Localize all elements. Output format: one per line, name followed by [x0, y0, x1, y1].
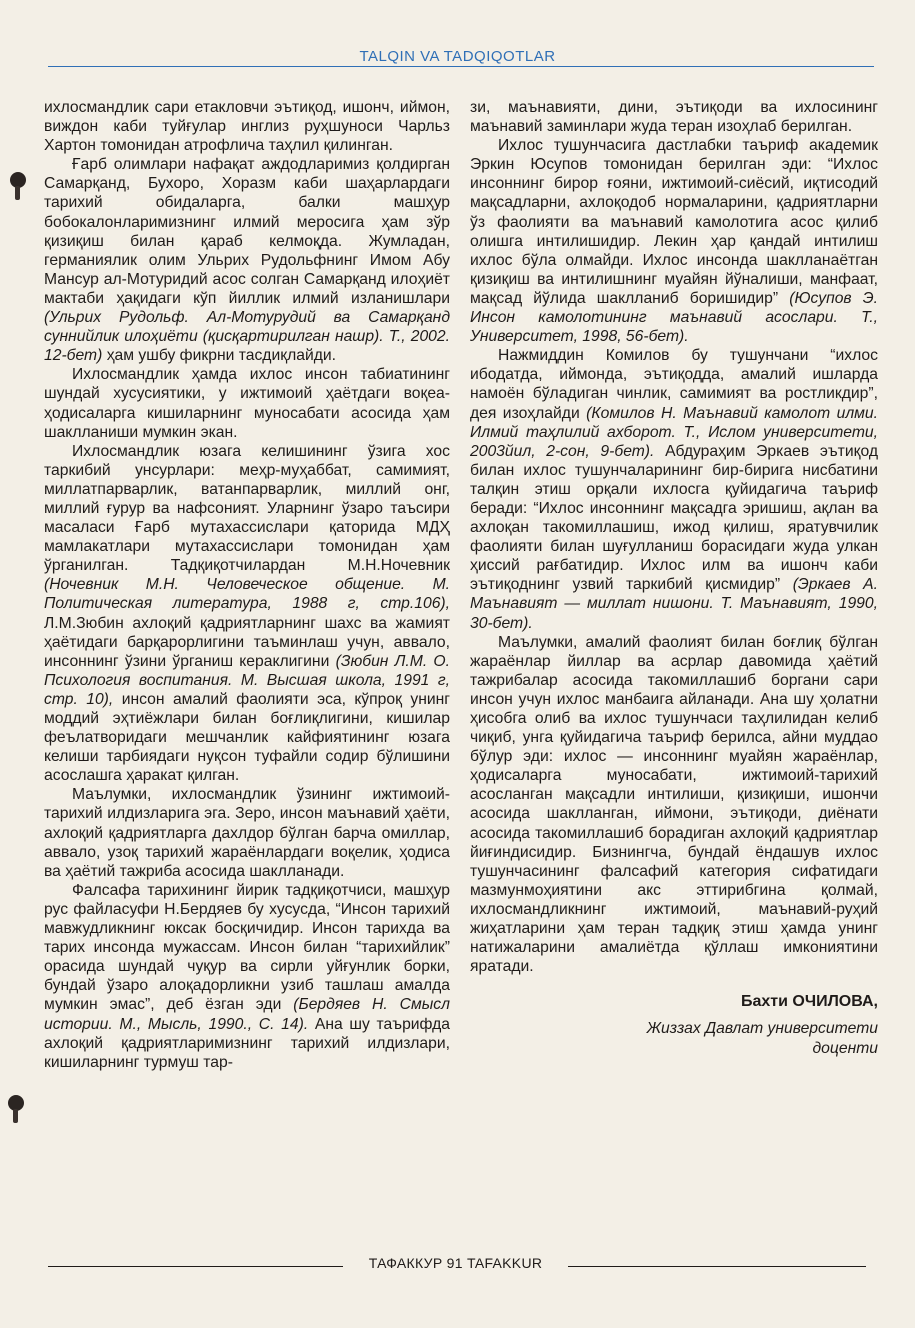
paragraph-text: Л.М.Зюбин ахлоқий қадриятларнинг шахс ва жамият ҳаётидаги барқарорлигини таъминлаш учун, аввало, инсоннинг ўзини ўрганиш кераклигини	[44, 614, 450, 670]
paragraph-text: инсон амалий фаолияти эса, кўпроқ унинг моддий эҳтиёжлари билан боғлиқлигини, кишилар феълатворидаги мешчанлик кайфиятининг юзага келиши тарбиядаги нуқсон туфайли содир бўлишини асослашга ҳаракат қилган.	[44, 690, 451, 785]
header-rule	[48, 66, 874, 67]
paragraph: Маълумки, амалий фаолият билан боғлиқ бўлган жараёнлар йиллар ва асрлар давомида ҳаётий тажрибалар асосида такомиллашиб боргани сари инсон учун ихлос манбаига айланади. Ана шу ҳолатни ҳисобга олиб ва ихлос тушунчаси таҳлилидан келиб чиқиб, унга қуйидагича таъриф берилса, айни муддао бўлур эди: ихлос — инсоннинг муайян жараёнлар, ҳодисаларга муносабати, ижтимоий-тарихий асосланган мақсадли интилиши, қизиқиши, ишончи асосида шаклланган, иймони, эътиқоди, диёнати асосида такомиллашиб борадиган ахлоқий қадриятлар йиғиндисидир. Бизнингча, бундай ёндашув ихлос тушунчасининг фалсафий категория сифатидаги мазмунмоҳиятини акс эттирибгина қолмай, ихлосмандликнинг ижтимоий, маънавий-руҳий жиҳатларини ҳам теран тадқиқ этиш ҳамда унинг натижаларини амалиётда қўллаш имкониятини яратади.	[470, 633, 878, 976]
footer-rule	[48, 1266, 343, 1267]
author-first-name: Бахти	[740, 993, 788, 1011]
punch-hole-icon	[8, 1095, 24, 1111]
author-affiliation	[470, 1019, 878, 1059]
paragraph: ихлосмандлик сари етакловчи эътиқод, ишонч, иймон, виждон каби туйғулар инглиз руҳшуноси Чарльз Хартон томонидан атрофлича таҳлил қилинган.	[44, 99, 450, 155]
punch-hole-icon	[10, 172, 26, 188]
citation: (Ночевник М.Н. Человеческое общение. М. Политическая литература, 1988 г, стр.106),	[44, 576, 450, 613]
citation: (Комилов Н. Маънавий камолот илми. Илмий таҳлилий ахборот. Т., Ислом университети, 2003йил, 2-сон, 9-бет).	[470, 404, 879, 460]
paragraph	[44, 442, 450, 786]
author-signature	[470, 992, 878, 1059]
paragraph: зи, маънавияти, дини, эътиқоди ва ихлосининг маънавий заминлари жуда теран изоҳлаб берилган.	[470, 99, 878, 136]
paragraph-text: Ихлос тушунчасига дастлабки таъриф академик Эркин Юсупов томонидан берилган эди: “Ихлос инсоннинг бирор ғояни, ижтимоий-сиёсий, иқтисодий мақсадларни, ахлоқодоб нормаларини, қадриятларни ўз фаолияти ва маънавий камолотига асос қилиб олишга интилишидир. Лекин ҳар қандай интилиш ихлос бўла олмайди. Ихлос инсонда шаклланаётган қизиқиш ва интилишнинг муайян йўналиши, манфаат, мақсад йўлида шаклланиб боришидир”	[470, 137, 878, 307]
citation: (Бердяев Н. Смысл истории. М., Мысль, 1990., С. 14).	[44, 996, 450, 1033]
citation: (Зюбин Л.М. О. Психология воспитания. М. Высшая школа, 1991 г, стр. 10),	[44, 652, 450, 708]
section-header: TALQIN VA TADQIQOTLAR	[359, 48, 556, 65]
left-column	[44, 98, 450, 1072]
paragraph	[470, 346, 878, 632]
paragraph-text: Фалсафа тарихининг йирик тадқиқотчиси, машҳур рус файласуфи Н.Бердяев бу хусусда, “Инсон тарихий мавжудликнинг юксак босқичидир. Инсон тарихда ва тарих инсонда мужассам. Инсон билан “тарихийлик” орасида шундай чуқур ва сирли уйғунлик борки, бундай ўзаро алоқадорликни узиб ташлаш амалда мумкин эмас”, деб ёзган эди	[44, 881, 450, 1014]
paragraph-text: ҳам ушбу фикрни тасдиқлайди.	[106, 347, 337, 365]
citation: (Эркаев А. Маънавият — миллат нишони. Т. Маънавият, 1990, 30-бет).	[470, 576, 878, 632]
paragraph-text: Ғарб олимлари нафақат аждодларимиз қолдирган Самарқанд, Бухоро, Хоразм каби шаҳарлардаги тарихий обидаларга, балки машҳур бобокалонларимизнинг илмий меросига ҳам зўр қизиқиш билан қараб келмоқда. Жумладан, германиялик олим Ульрих Рудольфнинг Имом Абу Мансур ал-Мотуридий асос солган Самарқанд илоҳиёт мактаби ҳақидаги кўп йиллик илмий изланишлари	[44, 156, 450, 307]
paragraph-text: Нажмиддин Комилов бу тушунчани “ихлос ибодатда, иймонда, эътиқодда, амалий ишларда намоён бўладиган чинлик, самимият ва ростликдир”, дея изоҳлайди	[470, 347, 878, 422]
author-last-name: ОЧИЛОВА	[792, 993, 874, 1011]
paragraph: Ихлосмандлик ҳамда ихлос инсон табиатининг шундай хусусиятики, у ижтимоий ҳаётдаги воқеа-ҳодисаларга кишиларнинг муносабати асосида ҳам шаклланиши мумкин экан.	[44, 366, 450, 441]
page-footer	[0, 1255, 915, 1275]
author-name: Бахти ОЧИЛОВА,	[740, 993, 878, 1011]
paragraph-text: Ихлосмандлик юзага келишининг ўзига хос таркибий унсурлари: меҳр-муҳаббат, самимият, миллатпарварлик, ватанпарварлик, миллий онг, миллий ғурур ва нафсоният. Уларнинг ўзаро таъсири масаласи Ғарб мутахассислари қаторида МДҲ мамлакатлари мутахассислари томонидан ҳам ўрганилган. Тадқиқотчилардан М.Н.Ночевник	[44, 442, 450, 575]
paragraph-text: Ана шу таърифда ахлоқий қадриятларимизнинг тарихий илдизлари, кишиларнинг турмуш тар-	[44, 1015, 450, 1071]
paragraph	[44, 881, 450, 1072]
paragraph	[44, 155, 450, 365]
citation: (Ульрих Рудольф. Ал-Мотурудий ва Самарқанд суннийлик илоҳиёти (қисқартирилган нашр). Т., 2002. 12-бет)	[44, 309, 450, 365]
paragraph-text: Абдураҳим Эркаев эътиқод билан ихлос тушунчаларининг бир-бирига нисбатини талқин этиш орқали ихлосга қуйидагича таъриф беради: “Ихлос инсоннинг мақсадга эришиш, ақлан ва ахлоқан такомиллашиш, ижод қилиш, яратувчилик фаолияти билан шуғулланиш борасидаги жуда улкан ҳиссий рағбатидир. Ихлос илм ва ишонч каби эътиқоднинг узвий таркибий қисмидир”	[470, 442, 878, 594]
footer-text: ТАФАККУР 91 TAFAKKUR	[368, 1255, 543, 1271]
affiliation-line: доценти	[812, 1040, 878, 1058]
footer-rule	[568, 1266, 866, 1267]
paragraph	[470, 136, 878, 346]
paragraph: Маълумки, ихлосмандлик ўзининг ижтимоий-тарихий илдизларига эга. Зеро, инсон маънавий ҳаёти, ахлоқий қадриятларга дахлдор бўлган барча омиллар, аввало, узоқ тарихий жараёнлардаги воқелик, ҳодиса ва ҳаётий тажриба асосида шаклланади.	[44, 786, 450, 880]
citation: (Юсупов Э. Инсон камолотининг маънавий асослари. Т., Университет, 1998, 56-бет).	[470, 289, 879, 346]
right-column	[470, 98, 878, 1059]
affiliation-line: Жиззах Давлат университети	[646, 1020, 878, 1038]
